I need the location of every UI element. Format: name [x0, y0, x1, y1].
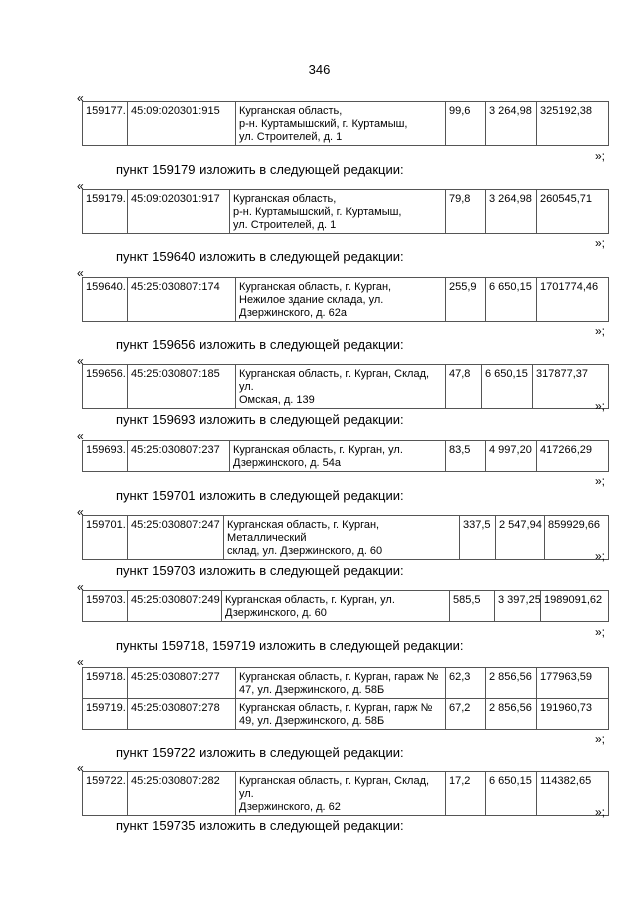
opening-quote: «: [77, 91, 84, 105]
cell-price: 3 264,98: [486, 190, 537, 234]
address-line: Дзержинского, д. 62а: [239, 307, 347, 319]
cell-price: 6 650,15: [486, 278, 537, 322]
cell-price: 3 264,98: [486, 102, 537, 146]
cell-cadastral-number: 45:25:030807:237: [128, 441, 230, 472]
cell-address: [236, 668, 446, 699]
cell-cadastral-number: 45:25:030807:174: [128, 278, 236, 322]
record-table: [82, 189, 609, 234]
closing-quote: »;: [595, 474, 606, 488]
table-row: [83, 772, 609, 816]
cell-item-number: 159640.: [83, 278, 128, 322]
opening-quote: «: [77, 505, 84, 519]
closing-quote: »;: [595, 549, 606, 563]
table-row: [83, 591, 609, 622]
amendment-instruction: пункт 159179 изложить в следующей редакции:: [116, 162, 404, 177]
address-line: Омская, д. 139: [239, 394, 315, 406]
cell-cadastral-number: 45:09:020301:915: [128, 102, 236, 146]
record-table: [82, 667, 609, 730]
record-table: [82, 440, 609, 472]
address-line: Курганская область, г. Курган, ул.: [225, 594, 395, 606]
record-table: [82, 515, 609, 563]
table-row: [83, 365, 609, 409]
cell-address: [236, 772, 446, 816]
address-line: Курганская область,: [233, 193, 337, 205]
table-row: [83, 278, 609, 322]
cell-total: 1701774,46: [537, 278, 609, 322]
cell-address: [230, 441, 446, 472]
amendment-instruction: пункт 159703 изложить в следующей редакции:: [116, 563, 404, 578]
opening-quote: «: [77, 580, 84, 594]
closing-quote: »;: [595, 236, 606, 250]
closing-quote: »;: [595, 805, 606, 819]
opening-quote: «: [77, 179, 84, 193]
cell-cadastral-number: 45:25:030807:277: [128, 668, 236, 699]
cell-cadastral-number: 45:25:030807:278: [128, 699, 236, 730]
cell-price: 4 997,20: [486, 441, 537, 472]
record-table: [82, 101, 609, 146]
cell-area: 17,2: [446, 772, 486, 816]
closing-quote: »;: [595, 399, 606, 413]
cell-item-number: 159703.: [83, 591, 128, 622]
cell-cadastral-number: 45:25:030807:185: [128, 365, 236, 409]
address-line: Дзержинского, д. 62: [239, 801, 341, 813]
cell-item-number: 159179.: [83, 190, 128, 234]
address-line: Курганская область, г. Курган, гарж №: [239, 702, 433, 714]
cell-item-number: 159701.: [83, 516, 128, 560]
cell-area: 99,6: [446, 102, 486, 146]
amendment-instruction: пункты 159718, 159719 изложить в следующей редакции:: [116, 638, 464, 653]
address-line: р-н. Куртамышский, г. Куртамыш,: [239, 118, 408, 130]
record-table: [82, 277, 609, 322]
address-line: Дзержинского, д. 60: [225, 607, 327, 619]
cell-item-number: 159719.: [83, 699, 128, 730]
opening-quote: «: [77, 429, 84, 443]
record-table: [82, 771, 609, 819]
opening-quote: «: [77, 655, 84, 669]
table-row: [83, 190, 609, 234]
address-line: ул. Строителей, д. 1: [233, 219, 337, 231]
opening-quote: «: [77, 266, 84, 280]
opening-quote: «: [77, 354, 84, 368]
cell-price: 6 650,15: [482, 365, 533, 409]
amendment-instruction: пункт 159701 изложить в следующей редакции:: [116, 488, 404, 503]
address-line: Курганская область,: [239, 105, 343, 117]
address-line: Курганская область, г. Курган, ул.: [233, 444, 403, 456]
cell-address: [236, 699, 446, 730]
address-line: Курганская область, г. Курган, Склад, ул.: [239, 368, 430, 393]
cell-price: 2 547,94: [496, 516, 545, 560]
cell-price: 3 397,25: [495, 591, 541, 622]
record-table: [82, 364, 609, 409]
cell-total: 191960,73: [537, 699, 609, 730]
opening-quote: «: [77, 761, 84, 775]
cell-area: 47,8: [446, 365, 482, 409]
cell-total: 1989091,62: [541, 591, 609, 622]
table-row: [83, 516, 609, 560]
cell-cadastral-number: 45:25:030807:282: [128, 772, 236, 816]
cell-cadastral-number: 45:25:030807:249: [128, 591, 222, 622]
table-row: [83, 668, 609, 699]
table-row: [83, 699, 609, 730]
cell-address: [236, 278, 446, 322]
table-row: [83, 102, 609, 146]
cell-total: 260545,71: [537, 190, 609, 234]
cell-area: 585,5: [450, 591, 495, 622]
address-line: р-н. Куртамышский, г. Куртамыш,: [233, 206, 402, 218]
address-line: Нежилое здание склада, ул.: [239, 294, 384, 306]
cell-area: 62,3: [446, 668, 486, 699]
cell-area: 79,8: [446, 190, 486, 234]
page-number: 346: [308, 62, 331, 77]
cell-total: 177963,59: [537, 668, 609, 699]
cell-total: 417266,29: [537, 441, 609, 472]
table-row: [83, 441, 609, 472]
closing-quote: »;: [595, 732, 606, 746]
cell-price: 2 856,56: [486, 699, 537, 730]
closing-quote: »;: [595, 324, 606, 338]
address-line: Курганская область, г. Курган, Металлический: [227, 519, 380, 544]
cell-total: 859929,66: [545, 516, 609, 560]
amendment-instruction: пункт 159722 изложить в следующей редакции:: [116, 745, 404, 760]
cell-cadastral-number: 45:09:020301:917: [128, 190, 230, 234]
cell-address: [236, 102, 446, 146]
cell-item-number: 159718.: [83, 668, 128, 699]
cell-area: 255,9: [446, 278, 486, 322]
amendment-instruction: пункт 159693 изложить в следующей редакции:: [116, 412, 404, 427]
cell-item-number: 159693.: [83, 441, 128, 472]
address-line: склад, ул. Дзержинского, д. 60: [227, 545, 383, 557]
cell-address: [224, 516, 460, 560]
cell-total: 317877,37: [533, 365, 609, 409]
cell-cadastral-number: 45:25:030807:247: [128, 516, 224, 560]
amendment-instruction: пункт 159656 изложить в следующей редакции:: [116, 337, 404, 352]
address-line: Курганская область, г. Курган, гараж №: [239, 671, 439, 683]
closing-quote: »;: [595, 625, 606, 639]
cell-address: [222, 591, 450, 622]
cell-area: 67,2: [446, 699, 486, 730]
address-line: Дзержинского, д. 54а: [233, 457, 341, 469]
amendment-instruction: пункт 159640 изложить в следующей редакции:: [116, 249, 404, 264]
address-line: ул. Строителей, д. 1: [239, 131, 343, 143]
address-line: 47, ул. Дзержинского, д. 58Б: [239, 684, 385, 696]
cell-address: [230, 190, 446, 234]
cell-item-number: 159656.: [83, 365, 128, 409]
address-line: 49, ул. Дзержинского, д. 58Б: [239, 715, 385, 727]
cell-item-number: 159177.: [83, 102, 128, 146]
cell-price: 6 650,15: [486, 772, 537, 816]
cell-total: 114382,65: [537, 772, 609, 816]
record-table: [82, 590, 609, 622]
cell-area: 337,5: [460, 516, 496, 560]
address-line: Курганская область, г. Курган,: [239, 281, 392, 293]
address-line: Курганская область, г. Курган, Склад, ул.: [239, 775, 430, 800]
closing-quote: »;: [595, 149, 606, 163]
cell-item-number: 159722.: [83, 772, 128, 816]
amendment-instruction: пункт 159735 изложить в следующей редакции:: [116, 818, 404, 833]
cell-total: 325192,38: [537, 102, 609, 146]
cell-address: [236, 365, 446, 409]
cell-price: 2 856,56: [486, 668, 537, 699]
cell-area: 83,5: [446, 441, 486, 472]
